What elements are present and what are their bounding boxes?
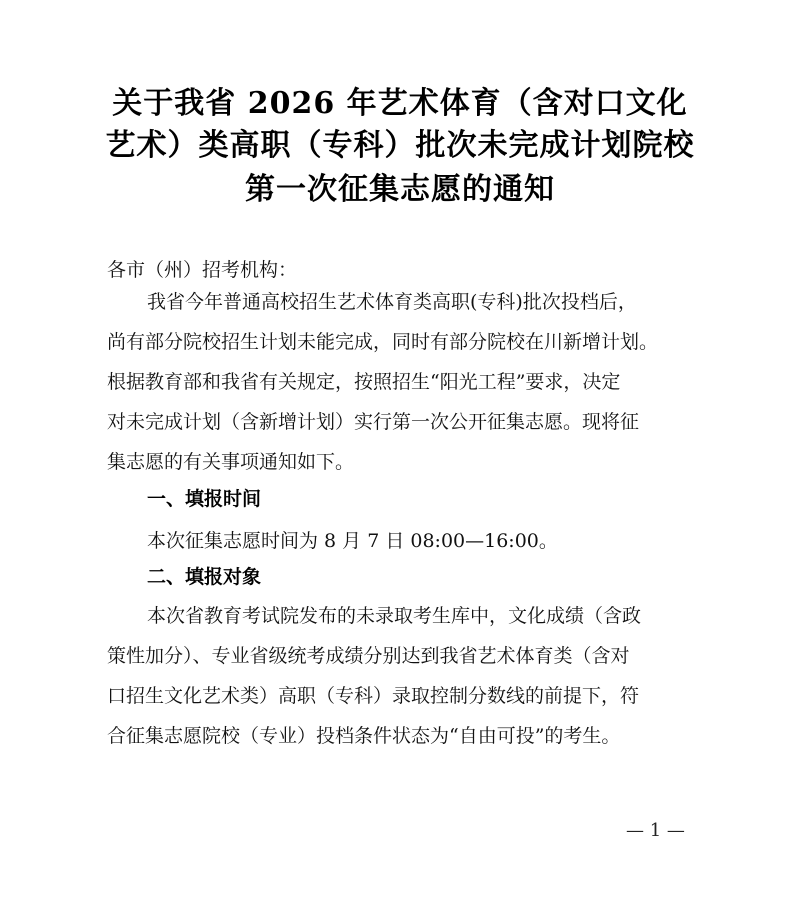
paragraph-line: 口招生文化艺术类）高职（专科）录取控制分数线的前提下，符	[107, 685, 640, 707]
paragraph-line: 根据教育部和我省有关规定，按照招生“阳光工程”要求，决定	[107, 371, 621, 393]
eligible-candidates-paragraph	[107, 596, 727, 756]
filing-time-paragraph	[107, 521, 727, 561]
paragraph-line: 尚有部分院校招生计划未能完成，同时有部分院校在川新增计划。	[107, 331, 659, 353]
section-heading-filing-time: 一、填报时间	[147, 488, 262, 510]
page-number: — 1 —	[626, 820, 685, 841]
paragraph-line: 对未完成计划（含新增计划）实行第一次公开征集志愿。现将征	[107, 411, 640, 433]
section-heading-eligible-candidates: 二、填报对象	[147, 566, 262, 588]
paragraph-line: 我省今年普通高校招生艺术体育类高职(专科)批次投档后，	[147, 291, 637, 313]
paragraph-line: 合征集志愿院校（专业）投档条件状态为“自由可投”的考生。	[107, 725, 621, 747]
document-title-line-2: 艺术）类高职（专科）批次未完成计划院校	[105, 128, 695, 163]
paragraph-line: 策性加分）、专业省级统考成绩分别达到我省艺术体育类（含对	[107, 645, 630, 667]
document-title-line-1: 关于我省 2026 年艺术体育（含对口文化	[112, 86, 688, 121]
paragraph-line: 本次征集志愿时间为 8 月 7 日 08:00—16:00。	[147, 530, 558, 552]
document-title-line-3: 第一次征集志愿的通知	[245, 172, 555, 207]
paragraph-line: 集志愿的有关事项通知如下。	[107, 451, 355, 473]
intro-paragraph	[107, 282, 727, 482]
paragraph-line: 本次省教育考试院发布的未录取考生库中，文化成绩（含政	[147, 605, 642, 627]
salutation-text: 各市（州）招考机构：	[107, 259, 298, 281]
